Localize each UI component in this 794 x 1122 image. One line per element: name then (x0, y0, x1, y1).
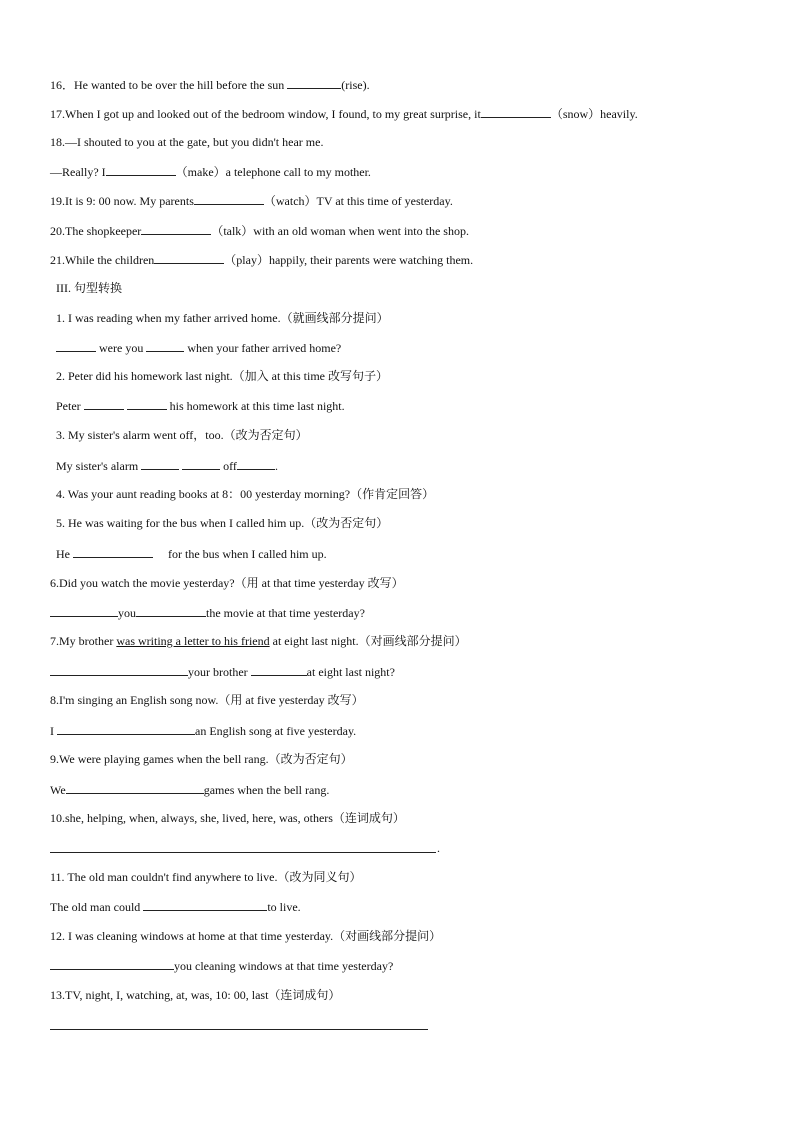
transform-12-prompt (50, 928, 441, 944)
t7-mid: your brother (188, 665, 251, 679)
q20-text: 20.The shopkeeper (50, 224, 142, 238)
question-18-line2 (50, 163, 371, 180)
transform-9-answer (50, 781, 329, 798)
transform-4-prompt (56, 486, 434, 502)
transform-11-answer (50, 898, 301, 915)
transform-7-answer (50, 663, 395, 680)
t7-blank-2[interactable] (251, 663, 307, 676)
t3-blank-2[interactable] (182, 457, 220, 470)
t7-tail: at eight last night.（对画线部分提问） (269, 634, 467, 648)
t11-blank[interactable] (143, 898, 267, 911)
t6-mid: you (118, 606, 136, 620)
transform-2-prompt (56, 368, 388, 384)
q17-tail: （snow）heavily. (550, 107, 638, 121)
transform-11-prompt (50, 869, 361, 885)
t1-blank-1[interactable] (56, 339, 96, 352)
t3-tail: . (274, 459, 278, 473)
transform-10-prompt (50, 810, 405, 826)
t12-tail: you cleaning windows at that time yesterday? (174, 959, 394, 973)
transform-6-prompt (50, 575, 404, 591)
transform-5-answer (56, 545, 327, 562)
q21-blank[interactable] (154, 251, 224, 264)
t2-blank-1[interactable] (84, 397, 124, 410)
t6-blank-2[interactable] (136, 604, 206, 617)
q19-text: 19.It is 9: 00 now. My parents (50, 194, 194, 208)
t5-blank-2[interactable] (113, 545, 153, 558)
t6-tail: the movie at that time yesterday? (206, 606, 365, 620)
t4-prompt: 4. Was your aunt reading books at 8：00 yesterday morning?（作肯定回答） (56, 487, 435, 501)
transform-5-prompt (56, 515, 388, 531)
t3-blank-3[interactable] (237, 457, 275, 470)
t1-mid: were you (99, 341, 144, 355)
t11-prompt: 11. The old man couldn't find anywhere to live.（改为同义句） (50, 870, 362, 884)
t7-blank-1[interactable] (50, 663, 188, 676)
t7-end: at eight last night? (306, 665, 395, 679)
t2-prompt: 2. Peter did his homework last night.（加入 at this time 改写句子） (56, 369, 388, 383)
t9-blank[interactable] (66, 781, 204, 794)
t10-period-text: . (437, 841, 440, 855)
transform-8-prompt (50, 692, 364, 708)
question-19 (50, 192, 453, 209)
t3-blank-1[interactable] (141, 457, 179, 470)
q20-blank[interactable] (141, 222, 211, 235)
q18-blank[interactable] (106, 163, 176, 176)
q18-reply: —Really? I (50, 165, 106, 179)
transform-12-answer (50, 957, 393, 974)
q17-text: 17.When I got up and looked out of the bedroom window, I found, to my great surprise, it (50, 107, 481, 121)
section-heading-iii (56, 280, 122, 296)
transform-1-prompt (56, 310, 389, 326)
t2-blank-2[interactable] (127, 397, 167, 410)
t3-prompt: 3. My sister's alarm went off，too.（改为否定句） (56, 428, 308, 442)
transform-3-answer (56, 457, 278, 474)
q21-tail: （play）happily, their parents were watching them. (224, 253, 474, 267)
q21-text: 21.While the children (50, 253, 155, 267)
t10-answer-line[interactable] (50, 852, 436, 853)
t8-blank[interactable] (57, 722, 195, 735)
q20-tail: （talk）with an old woman when went into the shop. (211, 224, 469, 238)
t8-head: I (50, 724, 57, 738)
question-18-line1 (50, 134, 323, 150)
question-21 (50, 251, 473, 268)
t11-tail: to live. (267, 900, 301, 914)
q19-tail: （watch）TV at this time of yesterday. (263, 194, 453, 208)
section-title: III. 句型转换 (56, 281, 122, 295)
t9-prompt: 9.We were playing games when the bell rang.（改为否定句） (50, 752, 353, 766)
t1-tail: when your father arrived home? (187, 341, 342, 355)
q18-tail: （make）a telephone call to my mother. (175, 165, 371, 179)
transform-7-prompt (50, 633, 467, 649)
t3-mid: off (223, 459, 237, 473)
transform-6-answer (50, 604, 365, 621)
t1-blank-2[interactable] (146, 339, 184, 352)
t6-blank-1[interactable] (50, 604, 118, 617)
t5-blank-1[interactable] (73, 545, 113, 558)
t5-prompt: 5. He was waiting for the bus when I called him up.（改为否定句） (56, 516, 389, 530)
t12-blank[interactable] (50, 957, 174, 970)
q18-text: 18.—I shouted to you at the gate, but you didn't hear me. (50, 135, 324, 149)
transform-8-answer (50, 722, 356, 739)
question-17 (50, 105, 638, 122)
t10-prompt: 10.she, helping, when, always, she, lived, here, was, others（连词成句） (50, 811, 405, 825)
t9-head: We (50, 783, 66, 797)
t9-tail: games when the bell rang. (203, 783, 330, 797)
q16-number: 16． (50, 78, 75, 92)
q19-blank[interactable] (194, 192, 264, 205)
t10-period (437, 840, 440, 856)
question-20 (50, 222, 469, 239)
t13-answer-line[interactable] (50, 1029, 428, 1030)
question-16 (50, 76, 370, 93)
t7-head: 7.My brother (50, 634, 117, 648)
t2-tail: his homework at this time last night. (169, 399, 345, 413)
t6-prompt: 6.Did you watch the movie yesterday?（用 at that time yesterday 改写） (50, 576, 404, 590)
t3-head: My sister's alarm (56, 459, 139, 473)
t8-prompt: 8.I'm singing an English song now.（用 at five yesterday 改写） (50, 693, 364, 707)
q16-blank[interactable] (287, 76, 341, 89)
transform-2-answer (56, 397, 345, 414)
t8-tail: an English song at five yesterday. (195, 724, 357, 738)
t5-tail: for the bus when I called him up. (168, 547, 327, 561)
q16-tail: (rise). (341, 78, 370, 92)
transform-1-answer (56, 339, 341, 356)
t2-head: Peter (56, 399, 81, 413)
t1-prompt: 1. I was reading when my father arrived home.（就画线部分提问） (56, 311, 389, 325)
t13-prompt: 13.TV, night, I, watching, at, was, 10: 00, last（连词成句） (50, 988, 341, 1002)
transform-9-prompt (50, 751, 353, 767)
transform-13-prompt (50, 987, 340, 1003)
t12-prompt: 12. I was cleaning windows at home at that time yesterday.（对画线部分提问） (50, 929, 442, 943)
q17-blank[interactable] (481, 105, 551, 118)
q16-text: He wanted to be over the hill before the sun (74, 78, 288, 92)
t7-underlined: was writing a letter to his friend (116, 634, 270, 648)
t5-head: He (56, 547, 70, 561)
t11-head: The old man could (50, 900, 144, 914)
transform-3-prompt (56, 427, 308, 443)
